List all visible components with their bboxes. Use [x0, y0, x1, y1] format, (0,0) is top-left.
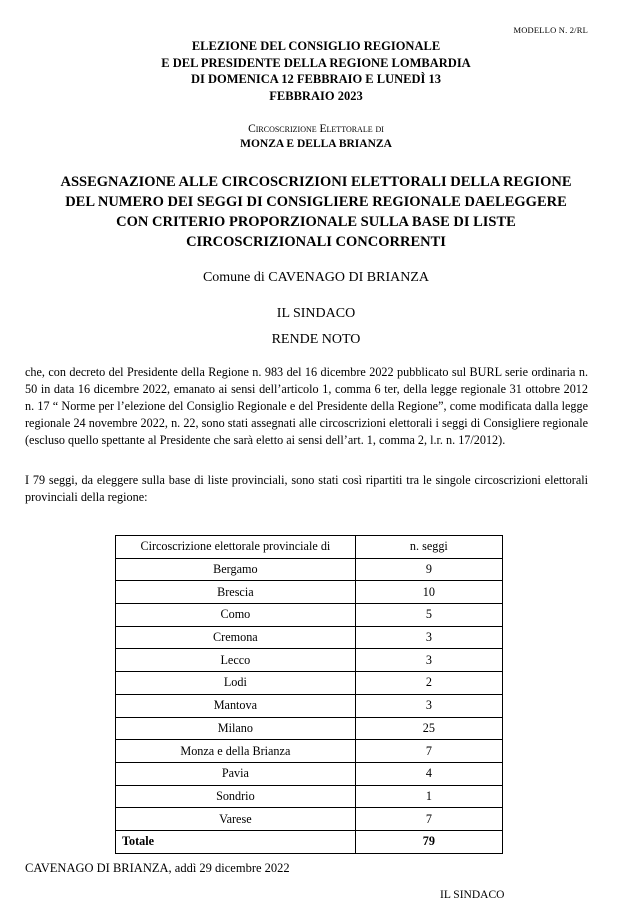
- election-title-line: FEBBRAIO 2023: [269, 88, 363, 103]
- district-cell: Sondrio: [116, 785, 356, 808]
- header-district: Circoscrizione elettorale provinciale di: [116, 536, 356, 559]
- district-cell: Bergamo: [116, 558, 356, 581]
- seats-cell: 1: [355, 785, 502, 808]
- district-cell: Monza e della Brianza: [116, 740, 356, 763]
- table-row: [116, 649, 503, 672]
- seats-cell: 2: [355, 672, 502, 695]
- comune-name: Comune di CAVENAGO DI BRIANZA: [202, 270, 430, 285]
- table-row: [116, 558, 503, 581]
- seats-cell: 9: [355, 558, 502, 581]
- rende-noto: RENDE NOTO: [271, 332, 361, 347]
- table-row: [116, 762, 503, 785]
- model-label: MODELLO N. 2/RL: [513, 25, 588, 35]
- seats-cell: 4: [355, 762, 502, 785]
- seats-cell: 7: [355, 808, 502, 831]
- header-seats: n. seggi: [355, 536, 502, 559]
- seats-cell: 25: [355, 717, 502, 740]
- seats-cell: 7: [355, 740, 502, 763]
- decree-paragraph: che, con decreto del Presidente della Regione n. 983 del 16 dicembre 2022 pubblicato sul BURL serie ordinaria n. 50 in data 16 dicembre 2022, emanato ai sensi dell’articolo 1, comma 6 ter, della legge regionale 31 ottobre 2012 n. 17 “ Norme per l’elezione del Consiglio Regionale e del Presidente della Regione”, come modificata dalla legge regionale 24 novembre 2022, n. 22, sono stati assegnati alle circoscrizioni elettorali i seggi di Consigliere regionale (escluso quello spettante al Presidente che sarà eletto ai sensi dell’art. 1, comma 2, l.r. n. 17/2012).: [25, 365, 588, 447]
- table-row: [116, 808, 503, 831]
- document-heading: [0, 172, 632, 252]
- seats-cell: 3: [355, 626, 502, 649]
- table-row: [116, 694, 503, 717]
- table-row: [116, 581, 503, 604]
- sindaco-title: IL SINDACO: [276, 306, 356, 321]
- table-row: [116, 672, 503, 695]
- district-cell: Cremona: [116, 626, 356, 649]
- seats-cell: 3: [355, 694, 502, 717]
- district-label: Circoscrizione Elettorale di: [248, 123, 384, 135]
- heading-line: DEL NUMERO DEI SEGGI DI CONSIGLIERE REGIONALE DAELEGGERE: [65, 194, 567, 210]
- election-title-line: E DEL PRESIDENTE DELLA REGIONE LOMBARDIA: [161, 55, 471, 70]
- election-title: [0, 38, 632, 104]
- district-cell: Varese: [116, 808, 356, 831]
- seats-cell: 3: [355, 649, 502, 672]
- heading-line: ASSEGNAZIONE ALLE CIRCOSCRIZIONI ELETTORALI DELLA REGIONE: [60, 174, 572, 190]
- table-row: [116, 740, 503, 763]
- district-cell: Pavia: [116, 762, 356, 785]
- seats-intro-paragraph: I 79 seggi, da eleggere sulla base di liste provinciali, sono stati così ripartiti tra le singole circoscrizioni elettorali provinciali della regione:: [25, 473, 588, 504]
- seats-table: [115, 535, 503, 854]
- heading-line: CIRCOSCRIZIONALI CONCORRENTI: [186, 234, 446, 250]
- table-row: [116, 604, 503, 627]
- district-block: [0, 122, 632, 152]
- table-row: [116, 785, 503, 808]
- seats-cell: 10: [355, 581, 502, 604]
- district-name: MONZA E DELLA BRIANZA: [240, 138, 392, 150]
- place-and-date: CAVENAGO DI BRIANZA, addì 29 dicembre 2022: [25, 861, 290, 875]
- district-cell: Milano: [116, 717, 356, 740]
- total-label: Totale: [116, 830, 356, 853]
- signature-title: IL SINDACO: [440, 889, 505, 901]
- total-value: 79: [355, 830, 502, 853]
- district-cell: Brescia: [116, 581, 356, 604]
- table-header-row: [116, 536, 503, 559]
- district-cell: Mantova: [116, 694, 356, 717]
- election-title-line: ELEZIONE DEL CONSIGLIO REGIONALE: [191, 39, 441, 53]
- seats-cell: 5: [355, 604, 502, 627]
- district-cell: Lodi: [116, 672, 356, 695]
- table-row: [116, 626, 503, 649]
- heading-line: CON CRITERIO PROPORZIONALE SULLA BASE DI LISTE: [116, 214, 516, 230]
- district-cell: Como: [116, 604, 356, 627]
- table-row: [116, 717, 503, 740]
- district-cell: Lecco: [116, 649, 356, 672]
- election-title-line: DI DOMENICA 12 FEBBRAIO E LUNEDÌ 13: [190, 72, 442, 86]
- table-total-row: [116, 830, 503, 853]
